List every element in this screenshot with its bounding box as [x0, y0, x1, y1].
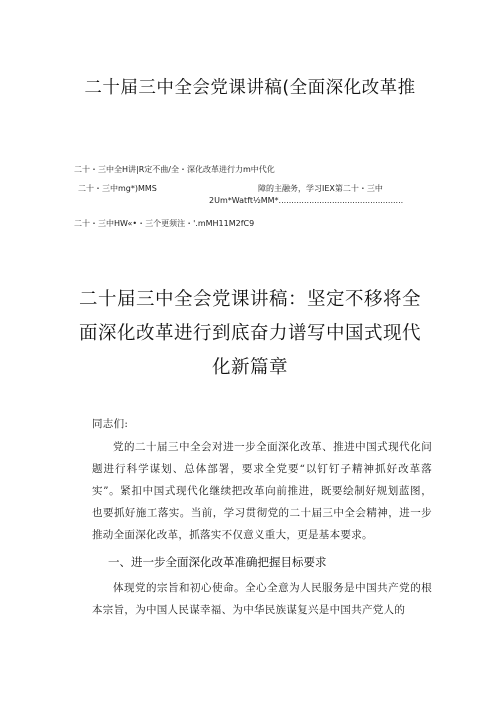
- main-title-line-1: 二十届三中全会党课讲稿：坚定不移将全: [78, 289, 421, 310]
- main-title-line-2: 面深化改革进行到底奋力谱写中国式现代: [78, 323, 421, 344]
- document-title: 二十届三中全会党课讲稿(全面深化改革推: [84, 78, 416, 98]
- toc-entry-2-leader[interactable]: 2Um*Watft½MM*.................................................: [209, 196, 404, 205]
- main-title-line-3: 化新篇章: [211, 357, 288, 378]
- salutation: 同志们:: [92, 418, 129, 430]
- toc-entry-2-right[interactable]: 障的主融务，学习IEX第二十・三中: [258, 184, 383, 193]
- section-heading-1: 一、进一步全面深化改革准确把握目标要求: [108, 555, 327, 569]
- body-paragraph-1: 党的二十届三中全会对进一步全面深化改革、推进中国式现代化问题进行科学谋划、总体部署，要求全党要“以钉钉子精神抓好改革落实”。紧扣中国式现代化继续把改革向前推进，既要绘制好规划蓝图，也要抓好施工落实。当前，学习贯彻党的二十届三中全会精神，进一步推动全面深化改革，抓落实不仅意义重大，更是基本要求。: [92, 441, 432, 541]
- toc-entry-3[interactable]: 二十・三中HW«•・三个更须注・'.mMH11M2fC9: [74, 219, 255, 228]
- toc-entry-1[interactable]: 二十・三中全H讲|R定不曲/全・深化改革进行力m中代化: [74, 165, 275, 174]
- toc-entry-2-left[interactable]: 二十・三中mg*)MMS: [78, 184, 157, 193]
- body-paragraph-2: 体现党的宗旨和初心使命。全心全意为人民服务是中国共产党的根本宗旨，为中国人民谋幸福、为中华民族谋复兴是中国共产党人的: [92, 582, 432, 616]
